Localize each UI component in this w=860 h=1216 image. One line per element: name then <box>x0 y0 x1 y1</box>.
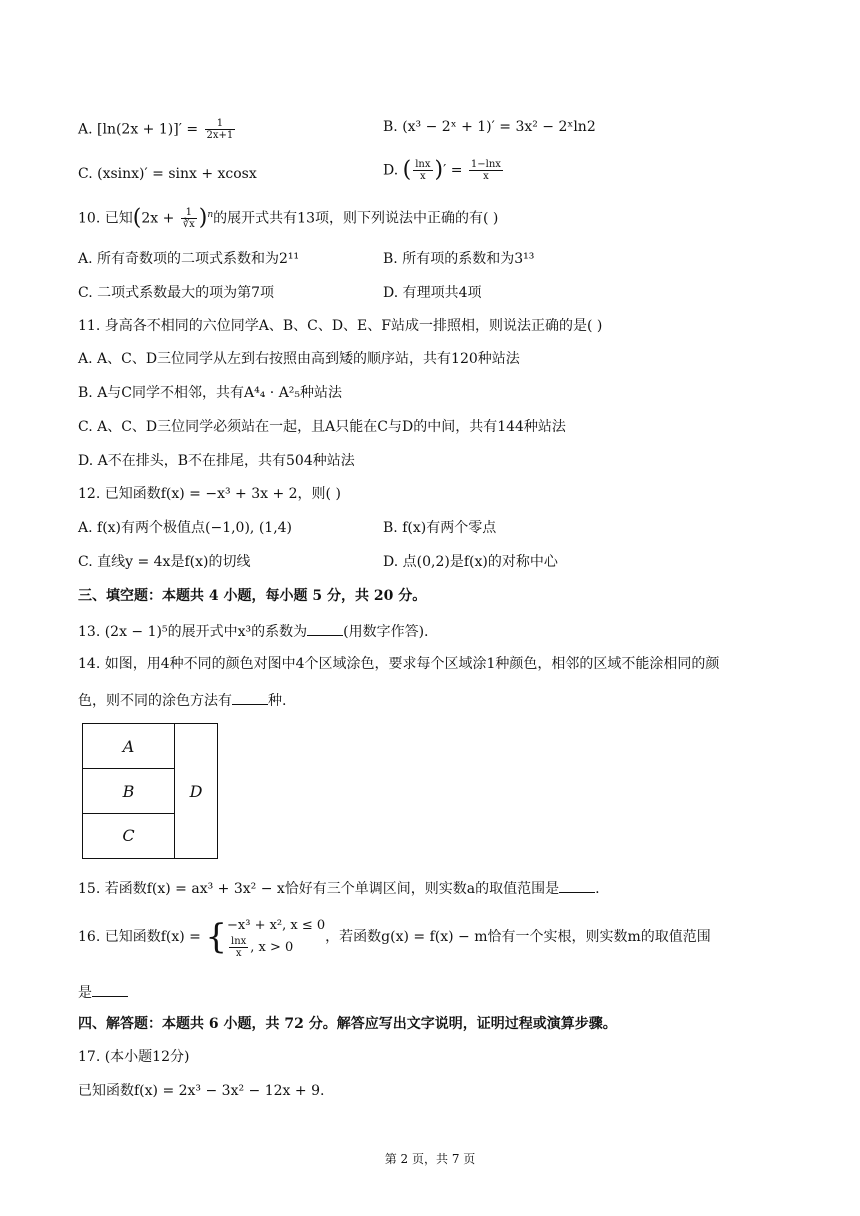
q16-piece-2-condition: , x > 0 <box>250 939 294 955</box>
q15 <box>78 878 600 898</box>
region-b: B <box>83 769 174 814</box>
q10-stem-prefix: 10. 已知 <box>78 210 133 227</box>
section-3-heading: 三、填空题：本题共 4 小题，每小题 5 分，共 20 分。 <box>78 588 427 604</box>
q16-line-2 <box>78 982 128 1002</box>
q10-expression: 2x + <box>141 210 179 227</box>
fraction-numerator: lnx <box>231 935 247 947</box>
fraction-numerator: 1 <box>205 118 236 130</box>
q16-piece-2 <box>227 936 325 959</box>
q14-line-1: 14. 如图，用4种不同的颜色对图中4个区域涂色，要求每个区域涂1种颜色，相邻的区域不能涂相同的颜 <box>78 656 720 672</box>
answer-blank <box>559 878 595 893</box>
q14-line-2 <box>78 690 286 710</box>
q9-option-d-fraction-2 <box>469 159 503 182</box>
q12-stem: 12. 已知函数f(x) = −x³ + 3x + 2，则( ) <box>78 486 341 502</box>
q11-stem: 11. 身高各不相同的六位同学A、B、C、D、E、F站成一排照相，则说法正确的是( ) <box>78 318 603 334</box>
q9-option-d-fraction-1 <box>413 159 432 182</box>
section-4-heading: 四、解答题：本题共 6 小题，共 72 分。解答应写出文字说明，证明过程或演算步骤。 <box>78 1016 617 1032</box>
q9-option-d: D. ( $\frac{\ln x}{x}$ )′ = $\frac{1-\ln x}{x}$ <box>383 157 501 183</box>
q14-line-2-suffix: 种. <box>268 693 287 709</box>
q10-option-c: C. 二项式系数最大的项为第7项 <box>78 285 275 301</box>
q15-suffix: . <box>595 881 600 897</box>
fraction-denominator: x <box>420 171 426 182</box>
fraction-numerator: 1−lnx <box>470 159 501 170</box>
q12-option-d: D. 点(0,2)是f(x)的对称中心 <box>383 554 558 570</box>
q13 <box>78 621 428 641</box>
q10-option-d: D. 有理项共4项 <box>383 285 482 301</box>
q13-text: 13. (2x − 1)⁵的展开式中x³的系数为 <box>78 624 308 640</box>
q10-stem: 10. 已知(2x + $\frac{1}{∛x}$ )$^n$的展开式共有13项，则下列说法中正确的有( ) <box>78 205 499 231</box>
answer-blank <box>232 690 268 705</box>
region-c: C <box>122 826 135 845</box>
q11-option-a: A. A、C、D三位同学从左到右按照由高到矮的顺序站，共有120种站法 <box>78 351 520 367</box>
region-a: A <box>83 724 174 769</box>
fraction-denominator: ∛x <box>182 219 195 230</box>
q16-piecewise <box>227 916 325 959</box>
q16-piece-1: −x³ + x², x ≤ 0 <box>227 917 326 933</box>
q10-option-b: B. 所有项的系数和为3¹³ <box>383 251 535 267</box>
fraction-numerator: 1 <box>181 207 197 219</box>
q9-option-a <box>78 118 237 141</box>
answer-blank <box>92 982 128 997</box>
q9-option-a-fraction <box>205 118 236 141</box>
fraction-denominator: 2x+1 <box>206 130 234 141</box>
q10-option-a: A. 所有奇数项的二项式系数和为2¹¹ <box>78 251 300 267</box>
q16-suffix: ，若函数g(x) = f(x) − m恰有一个实根，则实数m的取值范围 <box>325 929 711 945</box>
q10-exponent: n <box>207 209 214 220</box>
fraction-denominator: x <box>483 171 489 182</box>
q15-text: 15. 若函数f(x) = ax³ + 3x² − x恰好有三个单调区间，则实数a的取值范围是 <box>78 881 560 897</box>
answer-blank <box>307 621 343 636</box>
fraction-denominator: x <box>235 947 242 959</box>
q13-suffix: (用数字作答). <box>343 624 429 640</box>
q16-prefix: 16. 已知函数f(x) = <box>78 929 206 945</box>
q16-line-2-text: 是 <box>78 985 92 1001</box>
q9-option-d-label: D. <box>383 162 403 179</box>
q17-stem: 已知函数f(x) = 2x³ − 3x² − 12x + 9. <box>78 1083 325 1099</box>
q14-line-2-text: 色，则不同的涂色方法有 <box>78 693 232 709</box>
q10-stem-suffix: 的展开式共有13项，则下列说法中正确的有( ) <box>213 210 499 227</box>
q9-option-a-text: A. [ln(2x + 1)]′ = <box>78 121 203 138</box>
region-d: D <box>174 724 217 858</box>
q11-option-b: B. A与C同学不相邻，共有A⁴₄ · A²₅种站法 <box>78 385 343 401</box>
page-footer: 第 2 页，共 7 页 <box>384 1152 476 1166</box>
q11-option-d: D. A不在排头，B不在排尾，共有504种站法 <box>78 453 355 469</box>
q9-option-d-equals: ′ = <box>443 162 467 179</box>
region-diagram <box>82 723 218 859</box>
q11-option-c: C. A、C、D三位同学必须站在一起，且A只能在C与D的中间，共有144种站法 <box>78 419 566 435</box>
q16-stem: 16. 已知函数f(x) = { −x³ + x², x ≤ 0 $\frac{\ln x}{x}$ , x > 0 ，若函数g(x) = f(x) − m恰有一个实根，则实数m的取值范围 <box>78 917 711 959</box>
q17-title: 17. (本小题12分) <box>78 1049 190 1065</box>
q10-fraction <box>181 207 197 230</box>
q9-option-b: B. (x³ − 2ˣ + 1)′ = 3x² − 2ˣln2 <box>383 119 596 135</box>
q9-option-c: C. (xsinx)′ = sinx + xcosx <box>78 166 257 182</box>
q12-option-c: C. 直线y = 4x是f(x)的切线 <box>78 554 251 570</box>
q12-option-b: B. f(x)有两个零点 <box>383 520 497 536</box>
fraction-numerator: lnx <box>415 159 431 170</box>
q12-option-a: A. f(x)有两个极值点(−1,0), (1,4) <box>78 520 293 536</box>
